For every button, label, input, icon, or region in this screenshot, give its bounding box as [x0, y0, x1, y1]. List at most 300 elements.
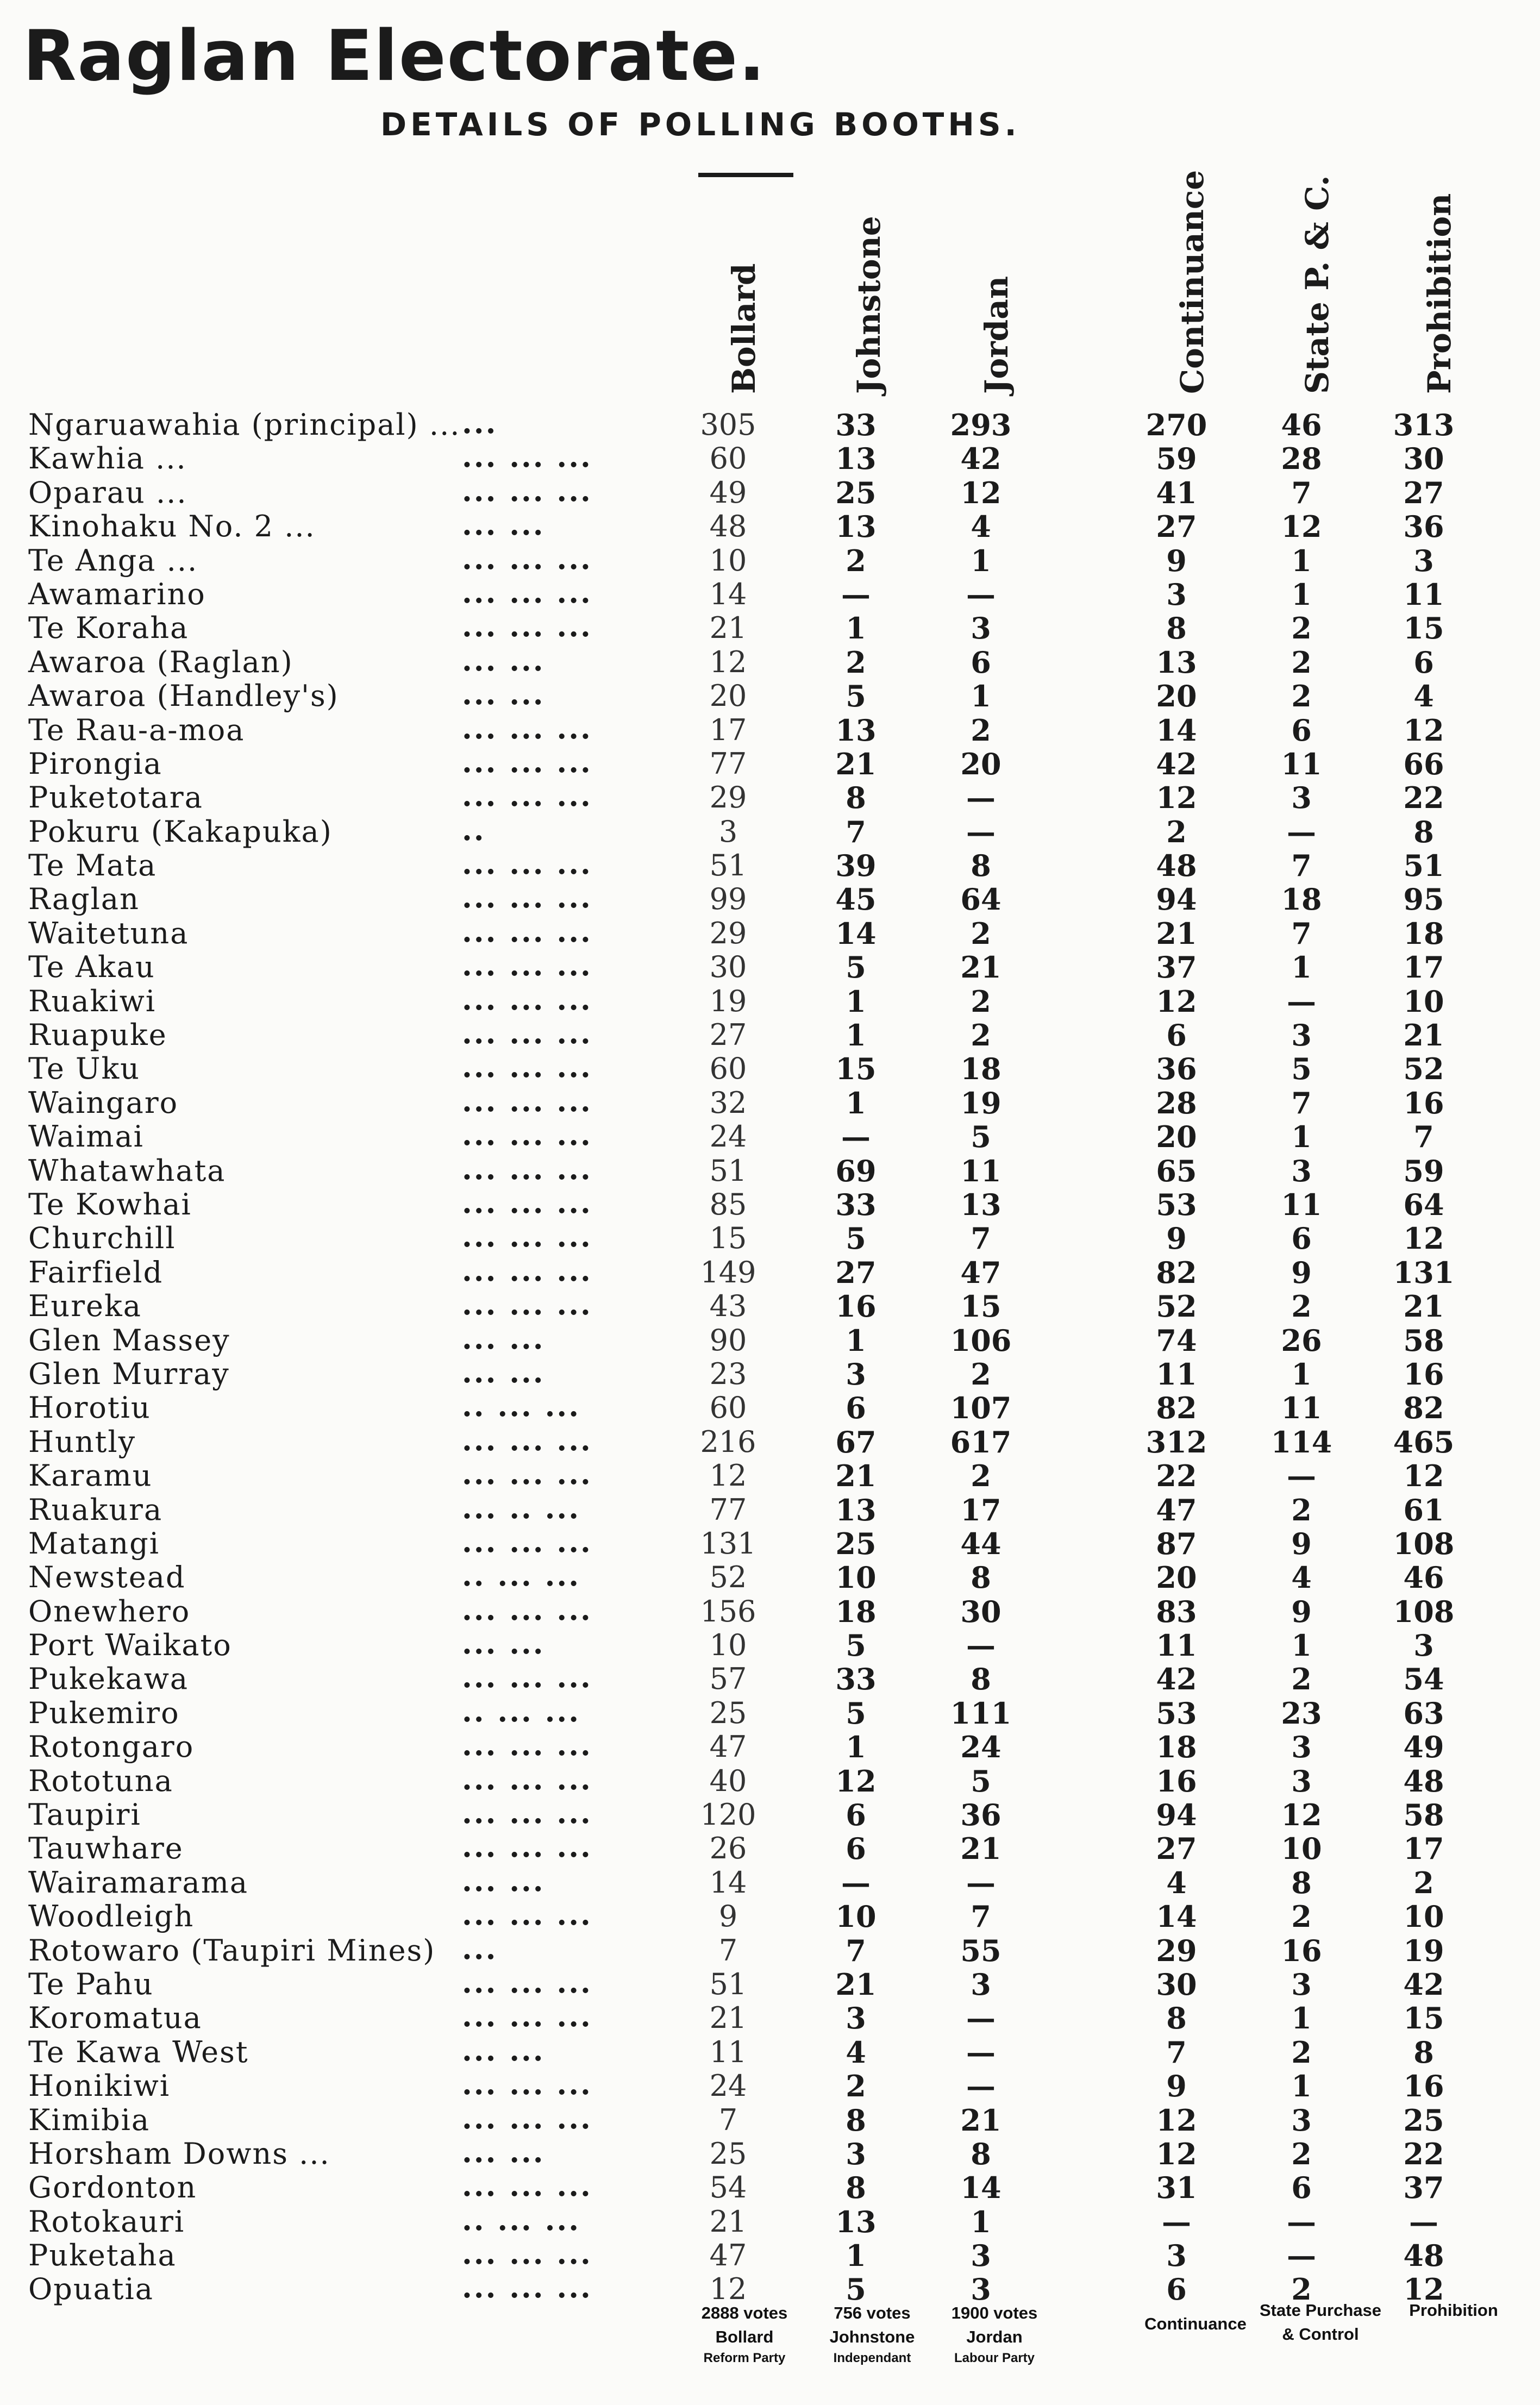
vote-count-prohibition: 7 [1413, 1119, 1434, 1155]
booth-name: Rotowaro (Taupiri Mines) [28, 1933, 436, 1968]
vote-count-bollard: 17 [709, 712, 747, 747]
vote-count-jordan: 1 [971, 543, 991, 578]
vote-count-jordan: 14 [960, 2170, 1001, 2206]
vote-count-jordan: — [966, 1865, 996, 1900]
table-row [0, 710, 1540, 748]
leader-dots: ... ... ... [462, 710, 592, 746]
vote-count-jordan: — [966, 2001, 996, 2036]
vote-count-jordan: 2 [971, 1018, 991, 1053]
vote-count-bollard: 21 [709, 2204, 747, 2239]
table-row [0, 679, 1540, 712]
leader-dots: ... ... ... [462, 880, 592, 915]
leader-dots: ... ... ... [462, 1016, 592, 1051]
vote-count-continuance: 42 [1156, 1662, 1197, 1697]
vote-count-state-p-c: 2 [1291, 2136, 1312, 2171]
vote-count-johnstone: 5 [846, 1628, 866, 1663]
leader-dots: ... ... ... [462, 1185, 592, 1220]
vote-count-prohibition: 15 [1403, 611, 1444, 646]
vote-count-continuance: 52 [1156, 1289, 1197, 1324]
vote-count-bollard: 25 [709, 1695, 747, 1730]
vote-count-jordan: 8 [971, 2136, 991, 2171]
vote-count-prohibition: 2 [1413, 1865, 1434, 1900]
booth-name: Waingaro [28, 1085, 179, 1120]
vote-count-johnstone: 3 [846, 2001, 866, 2036]
vote-count-johnstone: — [841, 1119, 871, 1155]
table-row [0, 1051, 1540, 1085]
vote-count-prohibition: 36 [1403, 509, 1444, 544]
vote-count-state-p-c: 1 [1291, 2001, 1312, 2036]
leader-dots: ... .. ... [462, 1490, 580, 1525]
vote-count-state-p-c: 23 [1281, 1695, 1322, 1731]
booth-name: Oparau ... [28, 475, 187, 510]
vote-count-prohibition: 131 [1393, 1255, 1455, 1290]
booth-name: Pukekawa [28, 1662, 189, 1696]
leader-dots: ... ... ... [462, 1456, 592, 1492]
leader-dots: ... [462, 1931, 498, 1966]
vote-count-johnstone: 5 [846, 1221, 866, 1256]
vote-count-state-p-c: 26 [1281, 1323, 1322, 1358]
footer-johnstone: 756 votes Johnstone Independant [829, 2303, 915, 2365]
vote-count-bollard: 305 [700, 408, 756, 442]
vote-count-state-p-c: 3 [1291, 1153, 1312, 1188]
vote-count-jordan: 17 [960, 1492, 1001, 1527]
leader-dots: ... ... [462, 1320, 545, 1356]
vote-count-continuance: 3 [1166, 2238, 1187, 2274]
booth-name: Huntly [28, 1424, 136, 1459]
booth-name: Awaroa (Handley's) [28, 679, 339, 713]
vote-count-prohibition: 51 [1403, 848, 1444, 884]
vote-count-prohibition: 16 [1403, 1085, 1444, 1120]
vote-count-jordan: 3 [971, 611, 991, 646]
vote-count-jordan: — [966, 780, 996, 816]
vote-count-jordan: 7 [971, 1899, 991, 1934]
booth-name: Rotongaro [28, 1730, 195, 1764]
leader-dots: ... ... ... [462, 1897, 592, 1932]
table-row [0, 2134, 1540, 2171]
vote-count-state-p-c: 114 [1270, 1424, 1332, 1460]
leader-dots: ... ... [462, 1626, 545, 1661]
table-row [0, 1964, 1540, 2002]
booth-name: Gordonton [28, 2170, 197, 2205]
vote-count-continuance: 42 [1156, 746, 1197, 781]
vote-count-state-p-c: 6 [1291, 2170, 1312, 2206]
vote-count-state-p-c: — [1287, 1458, 1316, 1494]
vote-count-johnstone: 21 [835, 1966, 877, 2002]
leader-dots: ... ... ... [462, 541, 592, 576]
vote-count-state-p-c: 2 [1291, 2034, 1312, 2070]
table-row [0, 1151, 1540, 1188]
vote-count-continuance: 14 [1156, 712, 1197, 748]
vote-count-state-p-c: 7 [1291, 475, 1312, 510]
table-row [0, 2066, 1540, 2104]
vote-count-prohibition: 6 [1413, 644, 1434, 680]
vote-count-state-p-c: 1 [1291, 543, 1312, 578]
leader-dots: ... ... ... [462, 1524, 592, 1559]
vote-count-jordan: 2 [971, 1458, 991, 1494]
table-row [0, 2204, 1540, 2238]
vote-count-bollard: 51 [709, 1153, 747, 1188]
vote-count-johnstone: — [841, 577, 871, 612]
vote-count-bollard: 216 [700, 1424, 756, 1459]
vote-count-bollard: 27 [709, 1018, 747, 1053]
vote-count-state-p-c: 6 [1291, 1221, 1312, 1256]
vote-count-continuance: 12 [1156, 2136, 1197, 2171]
vote-count-johnstone: 33 [835, 1662, 877, 1697]
subtitle-rule [698, 173, 793, 177]
vote-count-state-p-c: 2 [1291, 1662, 1312, 1697]
vote-count-prohibition: 8 [1413, 2034, 1434, 2070]
vote-count-state-p-c: 1 [1291, 577, 1312, 612]
leader-dots: .. ... ... [462, 1558, 580, 1593]
leader-dots: ... ... ... [462, 439, 592, 474]
vote-count-bollard: 12 [709, 2272, 747, 2307]
vote-count-jordan: 4 [971, 509, 991, 544]
vote-count-johnstone: 1 [846, 1085, 866, 1120]
vote-count-continuance: 8 [1166, 2001, 1187, 2036]
leader-dots: ... ... [462, 2032, 545, 2068]
vote-count-state-p-c: 4 [1291, 1560, 1312, 1595]
vote-count-state-p-c: 2 [1291, 1899, 1312, 1934]
vote-count-continuance: 53 [1156, 1695, 1197, 1731]
leader-dots: ... ... ... [462, 948, 592, 983]
vote-count-johnstone: 33 [835, 408, 877, 442]
vote-count-bollard: 30 [709, 950, 747, 985]
vote-count-johnstone: 8 [846, 780, 866, 816]
vote-count-prohibition: 108 [1393, 1526, 1455, 1561]
vote-count-johnstone: 10 [835, 1899, 877, 1934]
vote-count-continuance: 3 [1166, 577, 1187, 612]
booth-name: Ruakura [28, 1492, 163, 1527]
vote-count-prohibition: 37 [1403, 2170, 1444, 2206]
table-row [0, 1795, 1540, 1833]
vote-count-johnstone: 13 [835, 1492, 877, 1527]
vote-count-bollard: 77 [709, 746, 747, 781]
booth-name: Port Waikato [28, 1628, 232, 1663]
vote-count-prohibition: — [1409, 2204, 1438, 2239]
vote-count-bollard: 25 [709, 2136, 747, 2171]
vote-count-state-p-c: — [1287, 2204, 1316, 2239]
vote-count-johnstone: 5 [846, 679, 866, 714]
table-row [0, 2238, 1540, 2272]
vote-count-state-p-c: 16 [1281, 1933, 1322, 1968]
vote-count-bollard: 21 [709, 611, 747, 646]
vote-count-bollard: 57 [709, 1662, 747, 1696]
leader-dots: ... ... [462, 677, 545, 712]
vote-count-prohibition: 58 [1403, 1323, 1444, 1358]
vote-count-prohibition: 25 [1403, 2102, 1444, 2138]
vote-count-jordan: 19 [960, 1085, 1001, 1120]
vote-count-jordan: 6 [971, 644, 991, 680]
leader-dots: ... ... ... [462, 1151, 592, 1186]
vote-count-johnstone: 21 [835, 746, 877, 781]
vote-count-state-p-c: 6 [1291, 712, 1312, 748]
vote-count-prohibition: 465 [1393, 1424, 1455, 1460]
leader-dots: ... ... ... [462, 1592, 592, 1627]
vote-count-jordan: 13 [960, 1187, 1001, 1222]
vote-count-jordan: 12 [960, 475, 1001, 510]
vote-count-continuance: 29 [1156, 1933, 1197, 1968]
vote-count-continuance: 11 [1156, 1628, 1197, 1663]
vote-count-continuance: — [1162, 2204, 1191, 2239]
vote-count-johnstone: 1 [846, 611, 866, 646]
vote-count-jordan: 24 [960, 1730, 1001, 1765]
vote-count-prohibition: 49 [1403, 1730, 1444, 1765]
booth-name: Awamarino [28, 577, 206, 611]
vote-count-prohibition: 17 [1403, 950, 1444, 985]
booth-name: Te Rau-a-moa [28, 712, 245, 747]
booth-name: Karamu [28, 1458, 153, 1493]
vote-count-bollard: 131 [700, 1526, 756, 1561]
vote-count-state-p-c: 3 [1291, 1763, 1312, 1799]
booth-name: Kinohaku No. 2 ... [28, 509, 316, 544]
vote-count-state-p-c: 3 [1291, 2102, 1312, 2138]
vote-count-johnstone: 5 [846, 2272, 866, 2307]
vote-count-bollard: 29 [709, 916, 747, 950]
vote-count-state-p-c: 12 [1281, 1798, 1322, 1833]
vote-count-jordan: — [966, 2069, 996, 2104]
leader-dots: ... ... ... [462, 778, 592, 813]
vote-count-state-p-c: 7 [1291, 1085, 1312, 1120]
vote-count-state-p-c: 1 [1291, 1356, 1312, 1392]
vote-count-continuance: 53 [1156, 1187, 1197, 1222]
table-row [0, 981, 1540, 1019]
vote-count-jordan: 106 [950, 1323, 1012, 1358]
vote-count-bollard: 60 [709, 1051, 747, 1086]
vote-count-prohibition: 46 [1403, 1560, 1444, 1595]
vote-count-prohibition: 22 [1403, 2136, 1444, 2171]
vote-count-jordan: 18 [960, 1051, 1001, 1087]
vote-count-bollard: 47 [709, 1730, 747, 1764]
vote-count-jordan: 2 [971, 1356, 991, 1392]
vote-count-continuance: 36 [1156, 1051, 1197, 1087]
vote-count-jordan: 21 [960, 2102, 1001, 2138]
vote-count-prohibition: 12 [1403, 1458, 1444, 1494]
vote-count-continuance: 8 [1166, 611, 1187, 646]
vote-count-bollard: 52 [709, 1560, 747, 1595]
table-row [0, 1289, 1540, 1323]
vote-count-state-p-c: 2 [1291, 644, 1312, 680]
booth-name: Waitetuna [28, 916, 189, 950]
vote-count-johnstone: 1 [846, 1323, 866, 1358]
vote-count-johnstone: 6 [846, 1798, 866, 1833]
vote-count-jordan: 1 [971, 679, 991, 714]
vote-count-continuance: 27 [1156, 1831, 1197, 1867]
table-row [0, 1831, 1540, 1865]
leader-dots: ... ... ... [462, 1049, 592, 1085]
vote-count-johnstone: 8 [846, 2170, 866, 2206]
vote-count-johnstone: 6 [846, 1391, 866, 1426]
table-row [0, 1354, 1540, 1392]
booth-name: Te Kawa West [28, 2034, 249, 2069]
table-row [0, 1490, 1540, 1527]
table-row [0, 1727, 1540, 1765]
vote-count-continuance: 12 [1156, 780, 1197, 816]
vote-count-jordan: 617 [950, 1424, 1012, 1460]
vote-count-continuance: 87 [1156, 1526, 1197, 1561]
vote-count-prohibition: 64 [1403, 1187, 1444, 1222]
vote-count-jordan: 15 [960, 1289, 1001, 1324]
vote-count-johnstone: 25 [835, 475, 877, 510]
leader-dots: ... ... ... [462, 846, 592, 881]
footer-bollard: 2888 votes Bollard Reform Party [701, 2303, 788, 2365]
vote-count-state-p-c: 1 [1291, 950, 1312, 985]
vote-count-bollard: 48 [709, 509, 747, 544]
vote-count-continuance: 47 [1156, 1492, 1197, 1527]
vote-count-prohibition: 12 [1403, 2272, 1444, 2307]
vote-count-prohibition: 52 [1403, 1051, 1444, 1087]
vote-count-prohibition: 59 [1403, 1153, 1444, 1188]
table-row [0, 1119, 1540, 1153]
leader-dots: ... ... ... [462, 1252, 592, 1288]
vote-count-johnstone: 7 [846, 1933, 866, 1968]
vote-count-prohibition: 48 [1403, 2238, 1444, 2274]
vote-count-prohibition: 10 [1403, 1899, 1444, 1934]
booth-name: Woodleigh [28, 1899, 195, 1934]
table-row [0, 1594, 1540, 1628]
vote-count-prohibition: 22 [1403, 780, 1444, 816]
vote-count-jordan: 64 [960, 882, 1001, 917]
vote-count-johnstone: 25 [835, 1526, 877, 1561]
vote-count-johnstone: 18 [835, 1594, 877, 1629]
polling-booth-table [0, 405, 1540, 2307]
table-row [0, 1018, 1540, 1051]
vote-count-continuance: 12 [1156, 2102, 1197, 2138]
footer-prohibition: Prohibition [1409, 2301, 1498, 2320]
table-row [0, 882, 1540, 916]
table-row [0, 441, 1540, 475]
vote-count-bollard: 7 [718, 2102, 738, 2137]
vote-count-continuance: 21 [1156, 916, 1197, 951]
booth-name: Newstead [28, 1560, 186, 1595]
booth-name: Horotiu [28, 1391, 151, 1425]
leader-dots: ... ... [462, 1863, 545, 1898]
booth-name: Ruapuke [28, 1018, 167, 1053]
vote-count-continuance: 9 [1166, 1221, 1187, 1256]
vote-count-state-p-c: 3 [1291, 1018, 1312, 1053]
vote-count-johnstone: 5 [846, 950, 866, 985]
vote-count-prohibition: 16 [1403, 2069, 1444, 2104]
vote-count-johnstone: 2 [846, 644, 866, 680]
vote-count-continuance: 74 [1156, 1323, 1197, 1358]
vote-count-state-p-c: 2 [1291, 679, 1312, 714]
vote-count-johnstone: 13 [835, 509, 877, 544]
table-row [0, 744, 1540, 781]
vote-count-state-p-c: 11 [1281, 1187, 1322, 1222]
vote-count-continuance: 27 [1156, 509, 1197, 544]
page-subtitle: DETAILS OF POLLING BOOTHS. [380, 106, 1021, 143]
booth-name: Whatawhata [28, 1153, 226, 1188]
vote-count-continuance: 31 [1156, 2170, 1197, 2206]
table-row [0, 1526, 1540, 1560]
vote-count-continuance: 20 [1156, 1119, 1197, 1155]
booth-name: Matangi [28, 1526, 160, 1561]
booth-name: Eureka [28, 1289, 142, 1324]
vote-count-bollard: 12 [709, 1458, 747, 1493]
vote-count-jordan: 2 [971, 984, 991, 1019]
vote-count-prohibition: 63 [1403, 1695, 1444, 1731]
leader-dots: ... ... ... [462, 1083, 592, 1118]
vote-count-johnstone: 5 [846, 1695, 866, 1731]
booth-name: Te Uku [28, 1051, 140, 1086]
booth-name: Ruakiwi [28, 984, 156, 1018]
leader-dots: ... ... [462, 2134, 545, 2169]
vote-count-state-p-c: 7 [1291, 916, 1312, 951]
vote-count-continuance: 83 [1156, 1594, 1197, 1629]
table-row [0, 574, 1540, 612]
booth-name: Rototuna [28, 1763, 173, 1798]
vote-count-continuance: 16 [1156, 1763, 1197, 1799]
table-row [0, 1865, 1540, 1899]
vote-count-prohibition: 15 [1403, 2001, 1444, 2036]
vote-count-bollard: 12 [709, 644, 747, 679]
vote-count-state-p-c: 9 [1291, 1255, 1312, 1290]
booth-name: Pirongia [28, 746, 162, 781]
booth-name: Pukemiro [28, 1695, 180, 1730]
table-row [0, 2100, 1540, 2138]
vote-count-bollard: 49 [709, 475, 747, 510]
vote-count-state-p-c: 10 [1281, 1831, 1322, 1867]
vote-count-johnstone: 2 [846, 543, 866, 578]
table-row [0, 812, 1540, 849]
vote-count-bollard: 10 [709, 543, 747, 578]
vote-count-jordan: 11 [960, 1153, 1001, 1188]
vote-count-bollard: 149 [700, 1255, 756, 1289]
leader-dots: ... ... [462, 642, 545, 678]
booth-name: Te Kowhai [28, 1187, 192, 1222]
vote-count-jordan: — [966, 1628, 996, 1663]
vote-count-johnstone: 1 [846, 1018, 866, 1053]
vote-count-prohibition: 21 [1403, 1289, 1444, 1324]
leader-dots: ... ... ... [462, 473, 592, 508]
leader-dots: ... ... ... [462, 2168, 592, 2203]
vote-count-bollard: 60 [709, 1391, 747, 1425]
vote-count-johnstone: 7 [846, 814, 866, 849]
vote-count-state-p-c: 9 [1291, 1594, 1312, 1629]
table-row [0, 1628, 1540, 1662]
vote-count-bollard: 23 [709, 1356, 747, 1391]
vote-count-prohibition: 95 [1403, 882, 1444, 917]
vote-count-state-p-c: 1 [1291, 2069, 1312, 2104]
leader-dots: ... ... ... [462, 1219, 592, 1254]
booth-name: Awaroa (Raglan) [28, 644, 293, 679]
vote-count-bollard: 99 [709, 882, 747, 917]
vote-count-jordan: 293 [950, 408, 1012, 442]
vote-count-bollard: 21 [709, 2001, 747, 2036]
vote-count-state-p-c: — [1287, 984, 1316, 1019]
vote-count-jordan: — [966, 2034, 996, 2070]
leader-dots: ... ... ... [462, 981, 592, 1017]
vote-count-jordan: 30 [960, 1594, 1001, 1629]
table-row [0, 1221, 1540, 1255]
vote-count-jordan: 111 [950, 1695, 1012, 1731]
vote-count-prohibition: 27 [1403, 475, 1444, 510]
booth-name: Opuatia [28, 2272, 154, 2307]
vote-count-prohibition: 17 [1403, 1831, 1444, 1867]
table-row [0, 509, 1540, 543]
booth-name: Puketotara [28, 780, 203, 815]
vote-count-state-p-c: 3 [1291, 1966, 1312, 2002]
vote-count-continuance: 9 [1166, 2069, 1187, 2104]
vote-count-bollard: 120 [700, 1798, 756, 1832]
vote-count-bollard: 14 [709, 577, 747, 611]
vote-count-bollard: 20 [709, 679, 747, 713]
vote-count-continuance: 2 [1166, 814, 1187, 849]
vote-count-state-p-c: 11 [1281, 1391, 1322, 1426]
leader-dots: ... ... ... [462, 1795, 592, 1831]
footer-continuance: Continuance [1144, 2314, 1247, 2333]
leader-dots: ... ... [462, 507, 545, 542]
vote-count-continuance: 65 [1156, 1153, 1197, 1188]
